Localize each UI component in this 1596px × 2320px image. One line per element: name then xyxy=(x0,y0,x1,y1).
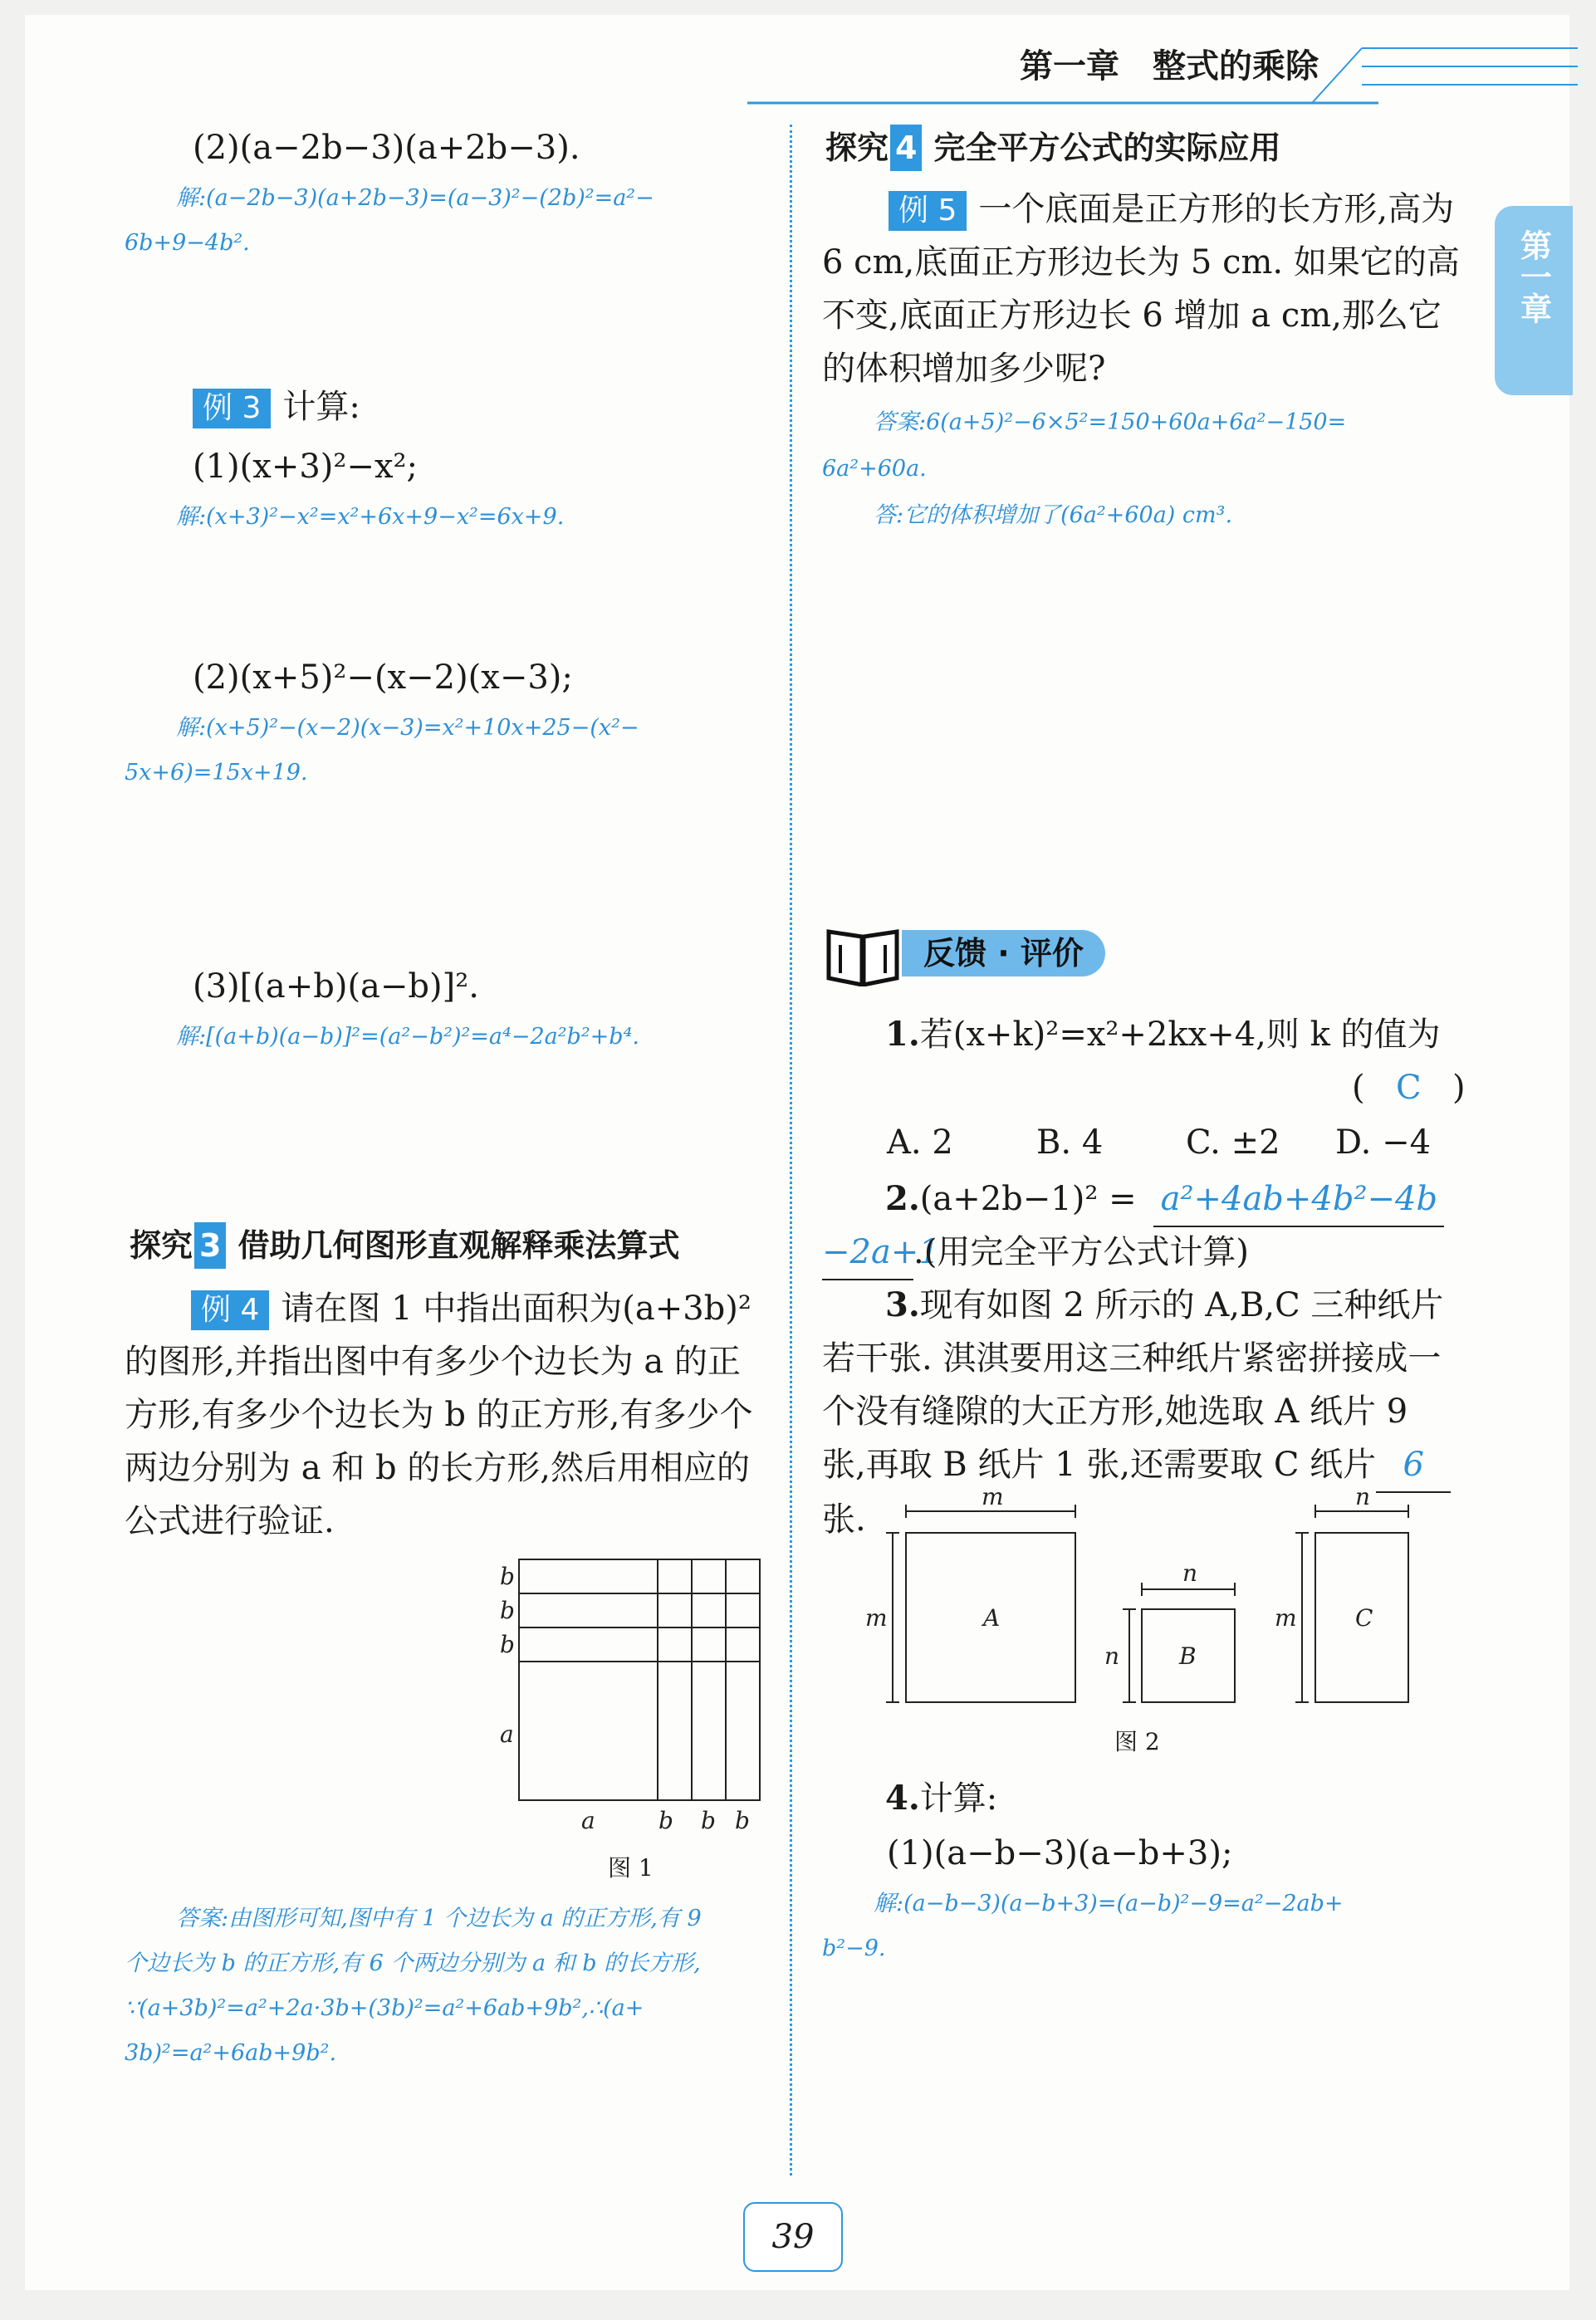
section3-label: 探究 xyxy=(130,1227,193,1264)
feedback-header xyxy=(822,920,1187,986)
figure1-label-a-bottom: a xyxy=(581,1807,595,1834)
question4 xyxy=(885,1772,997,1825)
question2-line2 xyxy=(822,1226,1249,1280)
question3-fill: 6 xyxy=(1376,1438,1451,1493)
question1-paren-close: ) xyxy=(1452,1069,1466,1107)
figure1 xyxy=(490,1553,772,1852)
section4-label: 探究 xyxy=(825,130,889,166)
figure2-caption: 图 2 xyxy=(1114,1728,1160,1755)
example4-answer-line4: 3b)²=a²+6ab+9b². xyxy=(125,2040,337,2066)
question1-option-d: D. −4 xyxy=(1335,1123,1432,1162)
column-divider xyxy=(790,125,792,2176)
example4-text-block xyxy=(125,1282,764,1548)
section4-heading xyxy=(825,125,1280,171)
figure2 xyxy=(855,1486,1453,1719)
example3-q1: (1)(x+3)²−x²; xyxy=(193,448,419,486)
header xyxy=(0,0,1596,108)
figure2-a-top-label: m xyxy=(982,1486,1004,1510)
question1-text: 若(x+k)²=x²+2kx+4,则 k 的值为 xyxy=(919,1016,1441,1054)
open-book-icon xyxy=(822,920,905,986)
figure2-c-label: C xyxy=(1355,1604,1373,1632)
figure1-label-b-bottom2: b xyxy=(701,1807,716,1834)
example3-a1: 解:(x+3)²−x²=x²+6x+9−x²=6x+9. xyxy=(176,504,565,530)
example5-answer-line2: 6a²+60a. xyxy=(822,456,927,482)
page-number-box xyxy=(743,2202,843,2272)
example3-q3: (3)[(a+b)(a−b)]². xyxy=(193,967,479,1006)
question2-text-end: .(用完全平方公式计算) xyxy=(913,1233,1249,1271)
section3-number: 3 xyxy=(194,1222,226,1269)
example3-a2-line2: 5x+6)=15x+19. xyxy=(125,760,308,786)
question2-number: 2. xyxy=(885,1179,920,1218)
figure1-label-b1: b xyxy=(500,1563,515,1590)
question4-number: 4. xyxy=(885,1779,920,1818)
example5-text-block xyxy=(822,183,1461,395)
figure2-b-side-label: n xyxy=(1104,1642,1120,1670)
example4-answer-line2: 个边长为 b 的正方形,有 6 个两边分别为 a 和 b 的长方形, xyxy=(125,1950,701,1976)
figure2-a-side-label: m xyxy=(865,1604,888,1632)
example5-answer-line3: 答:它的体积增加了(6a²+60a) cm³. xyxy=(874,502,1233,528)
question3-number: 3. xyxy=(885,1285,920,1324)
figure2-a-label: A xyxy=(983,1604,1001,1632)
question1-answer: C xyxy=(1396,1069,1422,1107)
figure2-c-top-label: n xyxy=(1355,1486,1371,1510)
chapter-side-tab xyxy=(1495,206,1573,395)
question2-fill-2: −2a+1 xyxy=(822,1226,913,1280)
question2-line1 xyxy=(885,1172,1444,1227)
chapter-side-tab-label: 第一章 xyxy=(1515,229,1552,324)
example5-tag: 例 5 xyxy=(889,191,967,231)
example3-tag: 例 3 xyxy=(193,389,271,428)
figure1-left-labels xyxy=(500,1563,750,1834)
figure1-label-a-side: a xyxy=(500,1720,514,1748)
question1-answer-slot xyxy=(1352,1061,1466,1114)
example3-instruction: 计算: xyxy=(282,388,360,426)
section3-title: 借助几何图形直观解释乘法算式 xyxy=(237,1227,680,1264)
question3-text: 现有如图 2 所示的 A,B,C 三种纸片若干张. 淇淇要用这三种纸片紧密拼接成一个没有缝隙的大正方形,她选取 A 纸片 9 张,再取 B 纸片 1 张,还需要取 C 纸片 xyxy=(822,1286,1444,1484)
example4-answer-line3: ∵(a+3b)²=a²+2a·3b+(3b)²=a²+6ab+9b²,∴(a+ xyxy=(125,1995,644,2021)
chapter-title: 整式的乘除 xyxy=(1153,47,1319,86)
example3-heading xyxy=(193,380,360,433)
example3-a3: 解:[(a+b)(a−b)]²=(a²−b²)²=a⁴−2a²b²+b⁴. xyxy=(176,1024,639,1050)
question3-text-end: 张. xyxy=(822,1500,866,1539)
example4-text: 请在图 1 中指出面积为(a+3b)²的图形,并指出图中有多少个边长为 a 的正方形,有多少个边长为 b 的正方形,有多少个两边分别为 a 和 b 的长方形,然后用相应的公式进行验证. xyxy=(125,1290,753,1540)
question4-answer-line2: b²−9. xyxy=(822,1936,886,1961)
feedback-title: 反馈 · 评价 xyxy=(902,930,1105,976)
section4-number: 4 xyxy=(890,125,922,171)
example4-tag: 例 4 xyxy=(191,1290,269,1330)
figure1-label-b-bottom3: b xyxy=(735,1807,750,1834)
chapter-number: 第一章 xyxy=(1020,47,1119,86)
header-decoration xyxy=(747,42,1578,108)
question1 xyxy=(885,1008,1441,1061)
page-number: 39 xyxy=(771,2218,815,2256)
example4-answer-line1: 答案:由图形可知,图中有 1 个边长为 a 的正方形,有 9 xyxy=(176,1906,702,1931)
figure2-c-side-label: m xyxy=(1275,1604,1297,1632)
question2-text: (a+2b−1)² = xyxy=(919,1180,1137,1218)
figure1-label-b-bottom1: b xyxy=(658,1807,673,1834)
question4-answer-line1: 解:(a−b−3)(a−b+3)=(a−b)²−9=a²−2ab+ xyxy=(874,1891,1344,1916)
example5-answer-line1: 答案:6(a+5)²−6×5²=150+60a+6a²−150= xyxy=(874,409,1347,435)
question4-text: 计算: xyxy=(919,1779,998,1818)
question4-sub1: (1)(a−b−3)(a−b+3); xyxy=(887,1834,1233,1872)
example2-part2-answer-line2: 6b+9−4b². xyxy=(125,230,250,256)
section4-title: 完全平方公式的实际应用 xyxy=(933,130,1281,166)
figure2-b-top-label: n xyxy=(1182,1559,1198,1587)
question1-option-a: A. 2 xyxy=(887,1123,953,1162)
figure1-label-b3: b xyxy=(500,1631,515,1658)
figure2-b-label: B xyxy=(1179,1642,1197,1670)
example2-part2-answer-line1: 解:(a−2b−3)(a+2b−3)=(a−3)²−(2b)²=a²− xyxy=(176,185,654,211)
figure1-label-b2: b xyxy=(500,1597,515,1624)
example2-part2-question: (2)(a−2b−3)(a+2b−3). xyxy=(193,129,580,167)
section3-heading xyxy=(130,1222,679,1269)
example3-q2: (2)(x+5)²−(x−2)(x−3); xyxy=(193,658,573,697)
example5-text: 一个底面是正方形的长方形,高为 6 cm,底面正方形边长为 5 cm. 如果它的高不变,底面正方形边长 6 增加 a cm,那么它的体积增加多少呢? xyxy=(822,190,1460,388)
question1-option-c: C. ±2 xyxy=(1186,1123,1280,1162)
figure1-caption: 图 1 xyxy=(608,1854,654,1882)
example3-a2-line1: 解:(x+5)²−(x−2)(x−3)=x²+10x+25−(x²− xyxy=(176,715,639,741)
question2-fill-1: a²+4ab+4b²−4b xyxy=(1153,1172,1444,1227)
question1-paren-open: ( xyxy=(1352,1069,1365,1107)
question1-number: 1. xyxy=(885,1015,920,1054)
question1-option-b: B. 4 xyxy=(1036,1123,1104,1162)
